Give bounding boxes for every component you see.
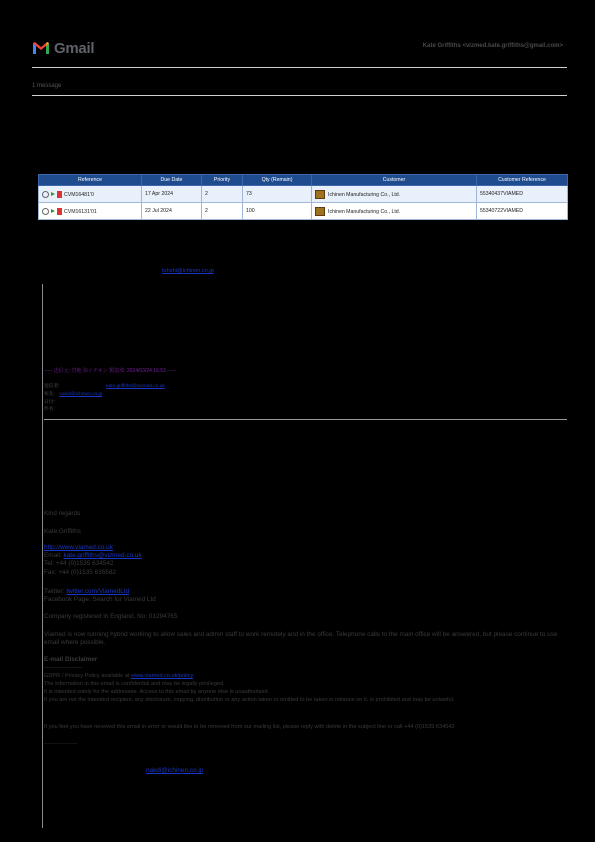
reference-value: CVM16131'01 [64, 208, 97, 215]
website-link[interactable]: http://www.viamed.co.uk [44, 544, 113, 551]
twitter-link[interactable]: twitter.com/ViamedLtd [66, 588, 130, 595]
disclaimer-line-1: The information in this email is confidential and may be legally privileged. [44, 681, 225, 687]
table-row [39, 203, 568, 220]
header-divider [32, 67, 567, 68]
reference-value: CVM16481'0 [64, 191, 94, 198]
priority-cell: 2 [202, 203, 243, 220]
customer-icon [315, 190, 325, 199]
due-date-cell: 17 Apr 2024 [142, 186, 202, 203]
message-count: 1 message [32, 83, 62, 89]
fax-line: Fax: +44 (0)1535 635582 [44, 568, 116, 576]
disclaimer-line-4: If you feel you have received this email in error or would like to be removed from our mailing list, please reply with delete in the subject line or call +44 (0)1535 634542 [44, 724, 455, 730]
reference-cell [39, 203, 142, 220]
signer-name: Kate Griffiths [44, 528, 81, 535]
customer-name: Ichinen Manufacturing Co., Ltd. [328, 191, 401, 198]
end-rule: ------------------ [44, 741, 78, 747]
social-block [44, 588, 156, 604]
twitter-label: Twitter: [44, 588, 65, 595]
column-header: Qty (Remain) [243, 175, 312, 186]
meta-from-link[interactable]: kate.griffiths@vizmed.co.uk [106, 384, 165, 389]
sender-header: Kate Griffiths <vizmed.kate.griffiths@gmail.com> [422, 43, 563, 49]
orders-table [38, 174, 568, 220]
customer-cell [312, 186, 477, 203]
policy-link[interactable]: www.viamed.co.uk/policy [131, 673, 194, 679]
quoted-message-header: ----- 送信元: 宮地 弥イチネン 製造部: 2024/03/24 16:53 ----- [44, 368, 176, 374]
column-header: Due Date [142, 175, 202, 186]
final-email-link[interactable]: nakdi@ichinen.co.jp [146, 767, 204, 774]
priority-cell: 2 [202, 186, 243, 203]
gmail-m-icon [32, 41, 50, 55]
reference-cell [39, 186, 142, 203]
disclaimer-line-2: It is intended solely for the addressee. Access to this email by anyone else is unauthorised. [44, 689, 270, 695]
quote-bar-2 [42, 420, 43, 828]
column-header: Customer [312, 175, 477, 186]
meta-to [44, 390, 102, 397]
sign-off: Kind regards [44, 510, 81, 517]
meta-date-label: 日付: [44, 400, 55, 405]
thread-divider [32, 95, 567, 96]
pdf-icon[interactable] [57, 191, 62, 198]
gmail-wordmark: Gmail [54, 39, 95, 57]
email-link[interactable]: tohshi@ichinen.co.jp [162, 268, 214, 274]
hybrid-working-notice: Viamed is now running hybrid working to allow sales and admin staff to work remotely and in the office. Telephone calls to the main office will be answered, but please continue to use email where possible. [44, 631, 558, 647]
magnifier-icon[interactable] [42, 208, 49, 215]
facebook-line: Facebook Page: Search for Viamed Ltd [44, 596, 156, 604]
customer-reference-cell: 55340722VIAMED [477, 203, 568, 220]
meta-from [44, 382, 165, 389]
company-registration: Company registered in England, No. 01294765. [44, 613, 180, 620]
column-header: Customer Reference [477, 175, 568, 186]
qty-cell: 100 [243, 203, 312, 220]
customer-reference-cell: 55340437VIAMED [477, 186, 568, 203]
column-header: Priority [202, 175, 243, 186]
meta-subject-label: 件名: [44, 407, 55, 412]
quote-divider [44, 419, 567, 420]
pdf-icon[interactable] [57, 208, 62, 215]
meta-from-label: 送信者: [44, 384, 60, 389]
disclaimer-title: E-mail Disclaimer [44, 656, 98, 663]
qty-cell: 73 [243, 186, 312, 203]
gmail-logo [32, 38, 98, 58]
arrow-icon[interactable] [51, 192, 55, 196]
magnifier-icon[interactable] [42, 191, 49, 198]
disclaimer-rule: ------------------ [44, 664, 83, 671]
column-header: Reference [39, 175, 142, 186]
table-header-row [39, 175, 568, 186]
email-label: Email: [44, 552, 62, 560]
table-row [39, 186, 568, 203]
contact-block [44, 544, 142, 577]
tel-line: Tel: +44 (0)1535 634542 [44, 560, 114, 568]
quote-bar [42, 284, 43, 420]
disclaimer-line-3: If you are not the intended recipient, any disclosure, copying, distribution or any action taken or omitted to be taken in reliance on it, is prohibited and may be unlawful. [44, 697, 455, 703]
arrow-icon[interactable] [51, 209, 55, 213]
gdpr-label: GDPR / Privacy Policy available at [44, 673, 130, 679]
gdpr-line [44, 673, 564, 680]
customer-cell [312, 203, 477, 220]
customer-name: Ichinen Manufacturing Co., Ltd. [328, 208, 401, 215]
customer-icon [315, 207, 325, 216]
meta-to-label: 宛先: [44, 392, 55, 397]
signature-email-link[interactable]: kate.griffiths@vizmed.co.uk [63, 552, 142, 560]
meta-to-link[interactable]: nakdi@ichinen.co.jp [59, 392, 103, 397]
due-date-cell: 22 Jul 2024 [142, 203, 202, 220]
